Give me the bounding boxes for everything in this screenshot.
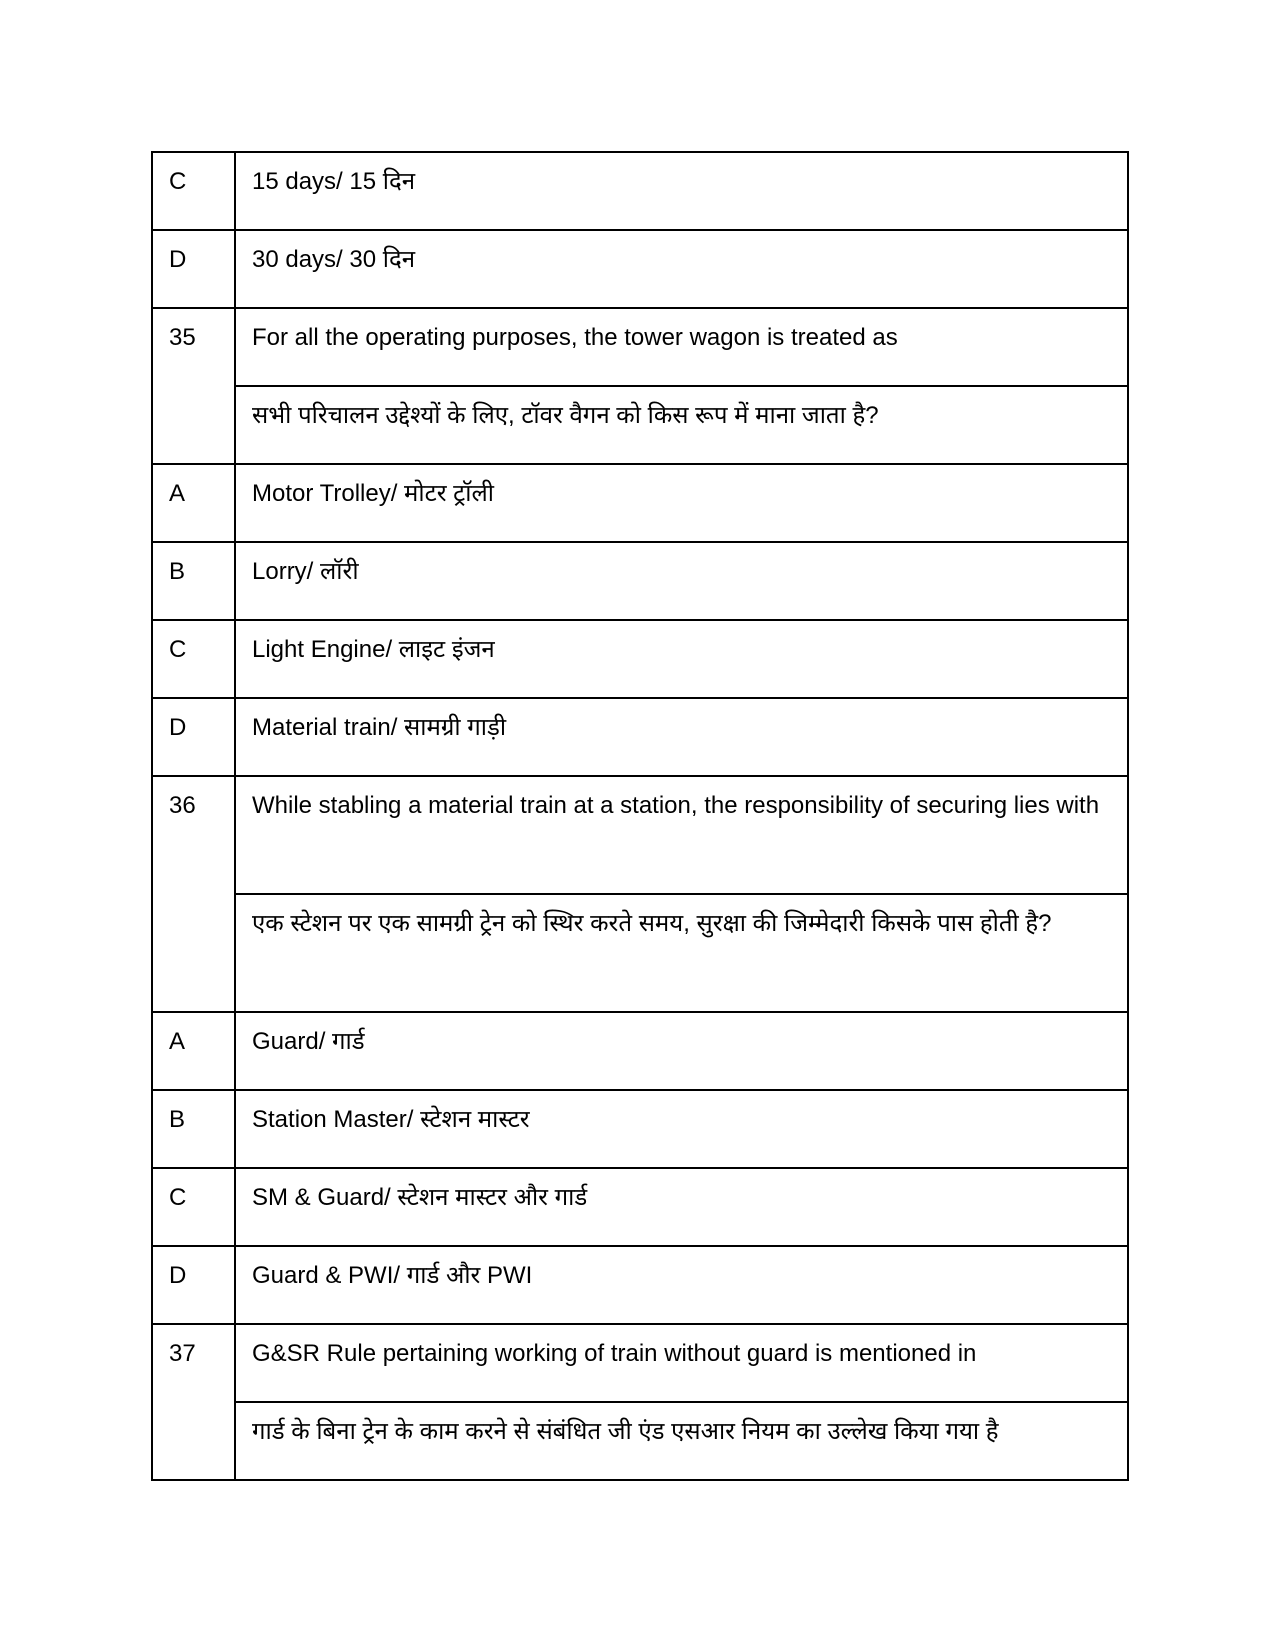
question-text-hi: सभी परिचालन उद्देश्यों के लिए, टॉवर वैगन को किस रूप में माना जाता है? <box>235 386 1128 464</box>
option-label: A <box>152 1012 235 1090</box>
option-label: C <box>152 620 235 698</box>
option-label: B <box>152 1090 235 1168</box>
question-text-en: For all the operating purposes, the tower wagon is treated as <box>235 308 1128 386</box>
option-label: A <box>152 464 235 542</box>
option-row <box>152 464 1128 542</box>
option-row <box>152 230 1128 308</box>
option-label: D <box>152 698 235 776</box>
option-label: B <box>152 542 235 620</box>
question-text-en: While stabling a material train at a station, the responsibility of securing lies with <box>235 776 1128 894</box>
question-number: 36 <box>152 776 235 1012</box>
question-text-hi: गार्ड के बिना ट्रेन के काम करने से संबंधित जी एंड एसआर नियम का उल्लेख किया गया है <box>235 1402 1128 1480</box>
option-text: Material train/ सामग्री गाड़ी <box>235 698 1128 776</box>
question-text-hi: एक स्टेशन पर एक सामग्री ट्रेन को स्थिर करते समय, सुरक्षा की जिम्मेदारी किसके पास होती है? <box>235 894 1128 1012</box>
option-row <box>152 1168 1128 1246</box>
option-text: Motor Trolley/ मोटर ट्रॉली <box>235 464 1128 542</box>
option-label: C <box>152 1168 235 1246</box>
option-text: Guard/ गार्ड <box>235 1012 1128 1090</box>
option-text: 15 days/ 15 दिन <box>235 152 1128 230</box>
question-number: 37 <box>152 1324 235 1480</box>
option-row <box>152 1012 1128 1090</box>
option-text: Station Master/ स्टेशन मास्टर <box>235 1090 1128 1168</box>
option-row <box>152 152 1128 230</box>
option-text: Lorry/ लॉरी <box>235 542 1128 620</box>
question-row <box>152 776 1128 894</box>
option-row <box>152 1090 1128 1168</box>
question-table <box>151 151 1129 1481</box>
question-row-hindi <box>152 894 1128 1012</box>
question-row <box>152 308 1128 386</box>
option-text: Guard & PWI/ गार्ड और PWI <box>235 1246 1128 1324</box>
question-text-en: G&SR Rule pertaining working of train without guard is mentioned in <box>235 1324 1128 1402</box>
option-text: 30 days/ 30 दिन <box>235 230 1128 308</box>
option-label: C <box>152 152 235 230</box>
option-row <box>152 698 1128 776</box>
question-row-hindi <box>152 386 1128 464</box>
option-label: D <box>152 1246 235 1324</box>
question-number: 35 <box>152 308 235 464</box>
option-text: SM & Guard/ स्टेशन मास्टर और गार्ड <box>235 1168 1128 1246</box>
option-label: D <box>152 230 235 308</box>
option-row <box>152 1246 1128 1324</box>
option-text: Light Engine/ लाइट इंजन <box>235 620 1128 698</box>
question-row-hindi <box>152 1402 1128 1480</box>
option-row <box>152 542 1128 620</box>
option-row <box>152 620 1128 698</box>
question-row <box>152 1324 1128 1402</box>
